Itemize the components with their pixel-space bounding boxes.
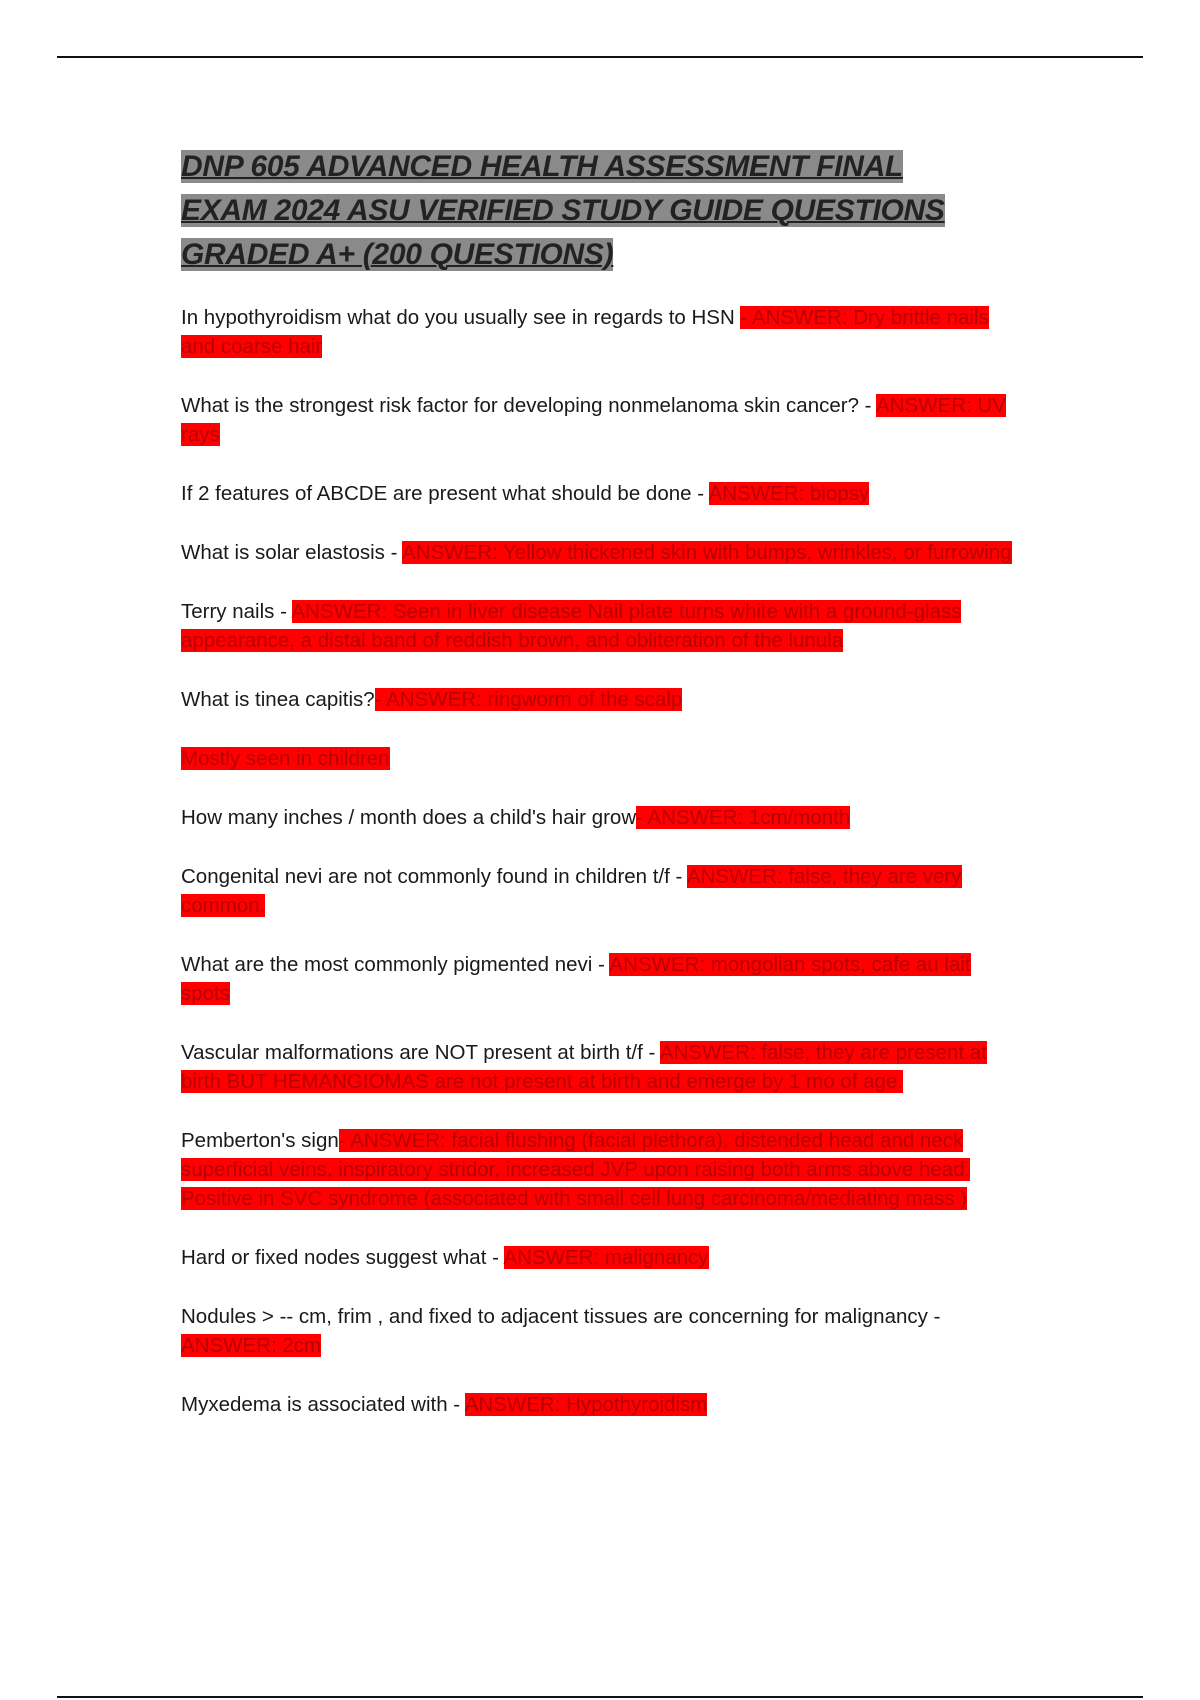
- question-text: If 2 features of ABCDE are present what should be done -: [181, 482, 709, 505]
- question-text: What is tinea capitis?: [181, 688, 375, 711]
- answer-text: Mostly seen in children: [181, 747, 390, 770]
- qa-item: [181, 862, 1021, 920]
- qa-item: [181, 744, 1021, 773]
- document-body: [181, 145, 1021, 1449]
- qa-item: [181, 538, 1021, 567]
- answer-text: ANSWER: 2cm: [181, 1334, 322, 1357]
- answer-text: - ANSWER: Dry brittle nails and coarse hair: [181, 306, 989, 358]
- question-text: Vascular malformations are NOT present at birth t/f -: [181, 1041, 660, 1064]
- question-text: Hard or fixed nodes suggest what -: [181, 1246, 504, 1269]
- question-text: Nodules > -- cm, frim , and fixed to adjacent tissues are concerning for malignancy -: [181, 1305, 941, 1328]
- title-line: GRADED A+ (200 QUESTIONS): [181, 238, 614, 271]
- qa-item: [181, 950, 1021, 1008]
- answer-text: ANSWER: false, they are very common.: [181, 865, 962, 917]
- answer-text: - ANSWER: facial flushing (facial plethora), distended head and neck superficial veins, inspiratory stridor, increased JVP upon raising both arms above head. Positive in SVC syndrome (associated with small cell lung carcinoma/mediating mass ): [181, 1129, 971, 1210]
- qa-item: [181, 1302, 1021, 1360]
- answer-text: ANSWER: biopsy: [708, 482, 870, 505]
- qa-item: [181, 685, 1021, 714]
- bottom-rule: [57, 1696, 1143, 1698]
- document-title: [181, 145, 1021, 277]
- qa-item: [181, 803, 1021, 832]
- title-line: EXAM 2024 ASU VERIFIED STUDY GUIDE QUESTIONS: [181, 194, 945, 227]
- answer-text: ANSWER: Seen in liver disease Nail plate turns white with a ground-glass appearance, a distal band of reddish brown, and obliteration of the lunula: [181, 600, 962, 652]
- answer-text: ANSWER: UV rays: [181, 394, 1006, 446]
- answer-text: ANSWER: Yellow thickened skin with bumps, wrinkles, or furrowing: [402, 541, 1012, 564]
- qa-item: [181, 391, 1021, 449]
- answer-text: - ANSWER: ringworm of the scalp: [374, 688, 683, 711]
- question-text: What is the strongest risk factor for developing nonmelanoma skin cancer? -: [181, 394, 877, 417]
- question-text: Pemberton's sign: [181, 1129, 339, 1152]
- answer-text: ANSWER: mongolian spots, cafe au lait spots: [181, 953, 971, 1005]
- qa-item: [181, 1243, 1021, 1272]
- qa-item: [181, 1390, 1021, 1419]
- question-text: How many inches / month does a child's hair grow: [181, 806, 637, 829]
- question-text: What is solar elastosis -: [181, 541, 403, 564]
- top-rule: [57, 56, 1143, 58]
- answer-text: - ANSWER: 1cm/month: [636, 806, 851, 829]
- question-text: Terry nails -: [181, 600, 292, 623]
- question-text: Congenital nevi are not commonly found in children t/f -: [181, 865, 687, 888]
- qa-item: [181, 303, 1021, 361]
- qa-item: [181, 597, 1021, 655]
- answer-text: ANSWER: false, they are present at birth BUT HEMANGIOMAS are not present at birth and emerge by 1 mo of age.: [181, 1041, 987, 1093]
- title-line: DNP 605 ADVANCED HEALTH ASSESSMENT FINAL: [181, 150, 903, 183]
- question-text: Myxedema is associated with -: [181, 1393, 465, 1416]
- qa-item: [181, 1038, 1021, 1096]
- question-text: In hypothyroidism what do you usually see in regards to HSN: [181, 306, 741, 329]
- answer-text: ANSWER: malignancy: [503, 1246, 709, 1269]
- qa-item: [181, 1126, 1021, 1213]
- answer-text: ANSWER: Hypothyroidism: [464, 1393, 708, 1416]
- question-text: What are the most commonly pigmented nevi -: [181, 953, 610, 976]
- qa-item: [181, 479, 1021, 508]
